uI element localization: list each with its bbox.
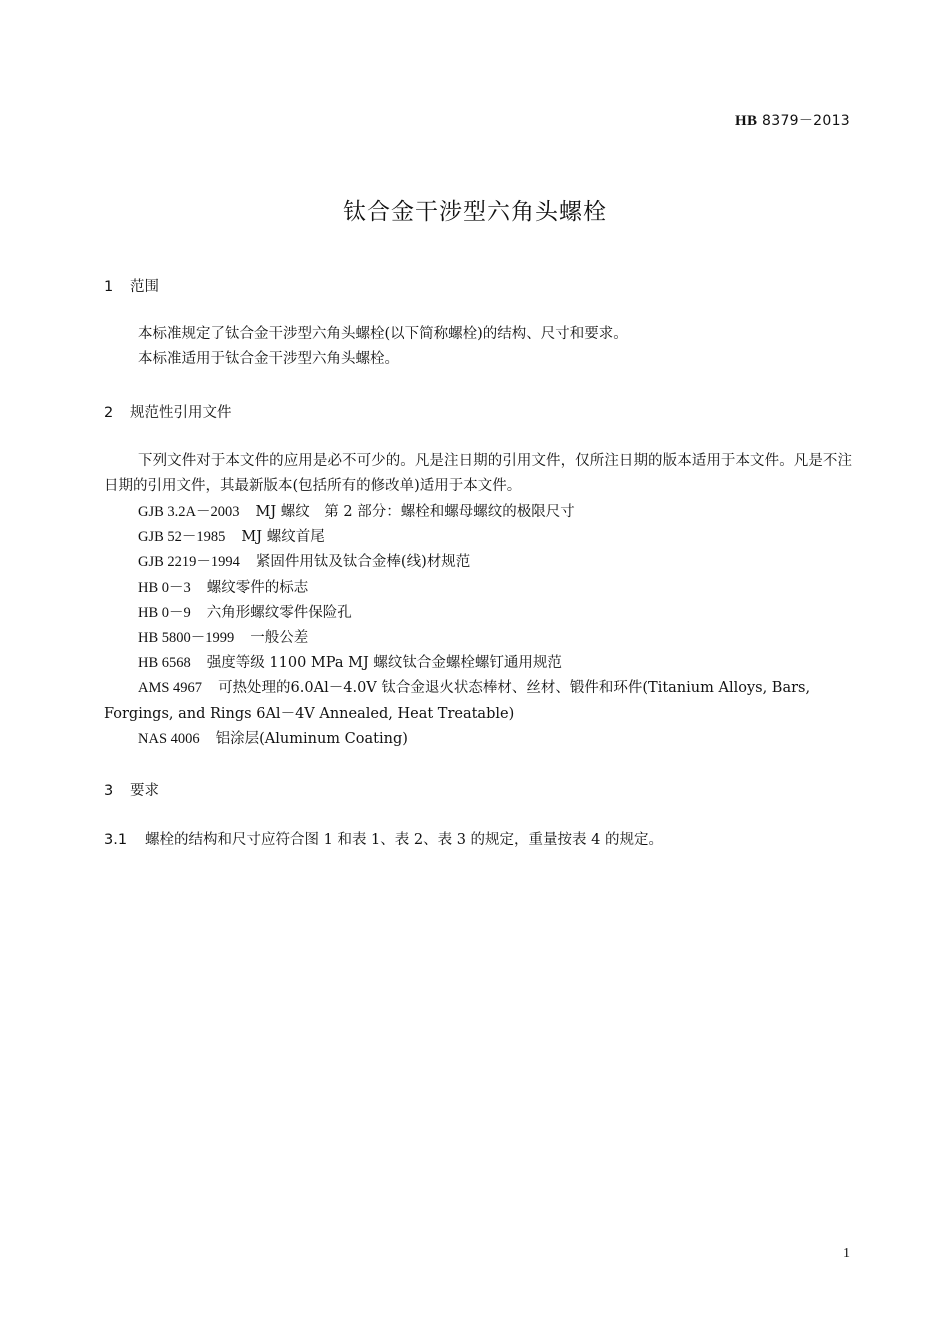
standard-code: HB	[734, 113, 758, 129]
reference-code: GJB 52－1985	[138, 529, 226, 546]
page-number: 1	[843, 1246, 850, 1261]
references-intro: 下列文件对于本文件的应用是必不可少的。凡是注日期的引用文件，仅所注日期的版本适用于本文件。凡是不注日期的引用文件，其最新版本(包括所有的修改单)适用于本文件。	[104, 453, 852, 494]
reference-title: MJ 螺纹首尾	[241, 529, 325, 546]
standard-number: 8379－2013	[762, 113, 850, 129]
section-heading-requirements	[104, 779, 159, 800]
section-number: 1	[104, 279, 114, 295]
reference-code: HB 0－9	[138, 604, 191, 621]
reference-item	[104, 727, 852, 752]
reference-code: GJB 3.2A－2003	[138, 504, 240, 520]
scope-paragraph-2: 本标准适用于钛合金干涉型六角头螺栓。	[138, 351, 399, 367]
reference-title: 可热处理的6.0Al－4.0V 钛合金退火状态棒材、丝材、锻件和环件(Titanium Alloys, Bars, Forgings, and Rings 6Al－4V Annealed, Heat Treatable)	[104, 680, 811, 722]
section-heading-references	[104, 401, 232, 422]
section-title: 规范性引用文件	[130, 405, 232, 421]
clause-number: 3.1	[104, 832, 128, 848]
reference-code: HB 6568	[138, 655, 191, 672]
reference-list	[104, 500, 852, 752]
reference-title: MJ 螺纹 第 2 部分：螺栓和螺母螺纹的极限尺寸	[255, 504, 575, 520]
clause-text: 螺栓的结构和尺寸应符合图 1 和表 1、表 2、表 3 的规定，重量按表 4 的规定。	[145, 832, 663, 848]
reference-item	[104, 550, 852, 575]
reference-item	[104, 525, 852, 550]
document-header	[735, 110, 850, 130]
reference-code: HB 0－3	[138, 579, 191, 596]
section-title: 要求	[130, 783, 159, 799]
reference-code: NAS 4006	[138, 730, 200, 747]
reference-item	[104, 601, 852, 626]
section-number: 3	[104, 783, 114, 799]
section-number: 2	[104, 405, 114, 421]
reference-title: 紧固件用钛及钛合金棒(线)材规范	[255, 554, 471, 571]
reference-code: HB 5800－1999	[138, 630, 235, 647]
reference-code: GJB 2219－1994	[138, 554, 240, 571]
reference-title: 螺纹零件的标志	[206, 579, 309, 596]
section-title: 范围	[130, 279, 159, 295]
document-title: 钛合金干涉型六角头螺栓	[343, 199, 607, 225]
reference-title: 六角形螺纹零件保险孔	[206, 604, 352, 621]
reference-item	[104, 626, 852, 651]
section-heading-scope	[104, 275, 159, 296]
reference-title: 铝涂层(Aluminum Coating)	[215, 730, 408, 747]
reference-item	[104, 576, 852, 601]
reference-code: AMS 4967	[138, 680, 203, 697]
reference-item	[104, 651, 852, 676]
clause-3-1	[104, 828, 663, 849]
reference-title: 强度等级 1100 MPa MJ 螺纹钛合金螺栓螺钉通用规范	[206, 655, 562, 672]
reference-title: 一般公差	[250, 630, 309, 647]
reference-item	[104, 500, 852, 525]
reference-item	[104, 676, 852, 726]
scope-paragraph-1: 本标准规定了钛合金干涉型六角头螺栓(以下简称螺栓)的结构、尺寸和要求。	[138, 326, 628, 342]
